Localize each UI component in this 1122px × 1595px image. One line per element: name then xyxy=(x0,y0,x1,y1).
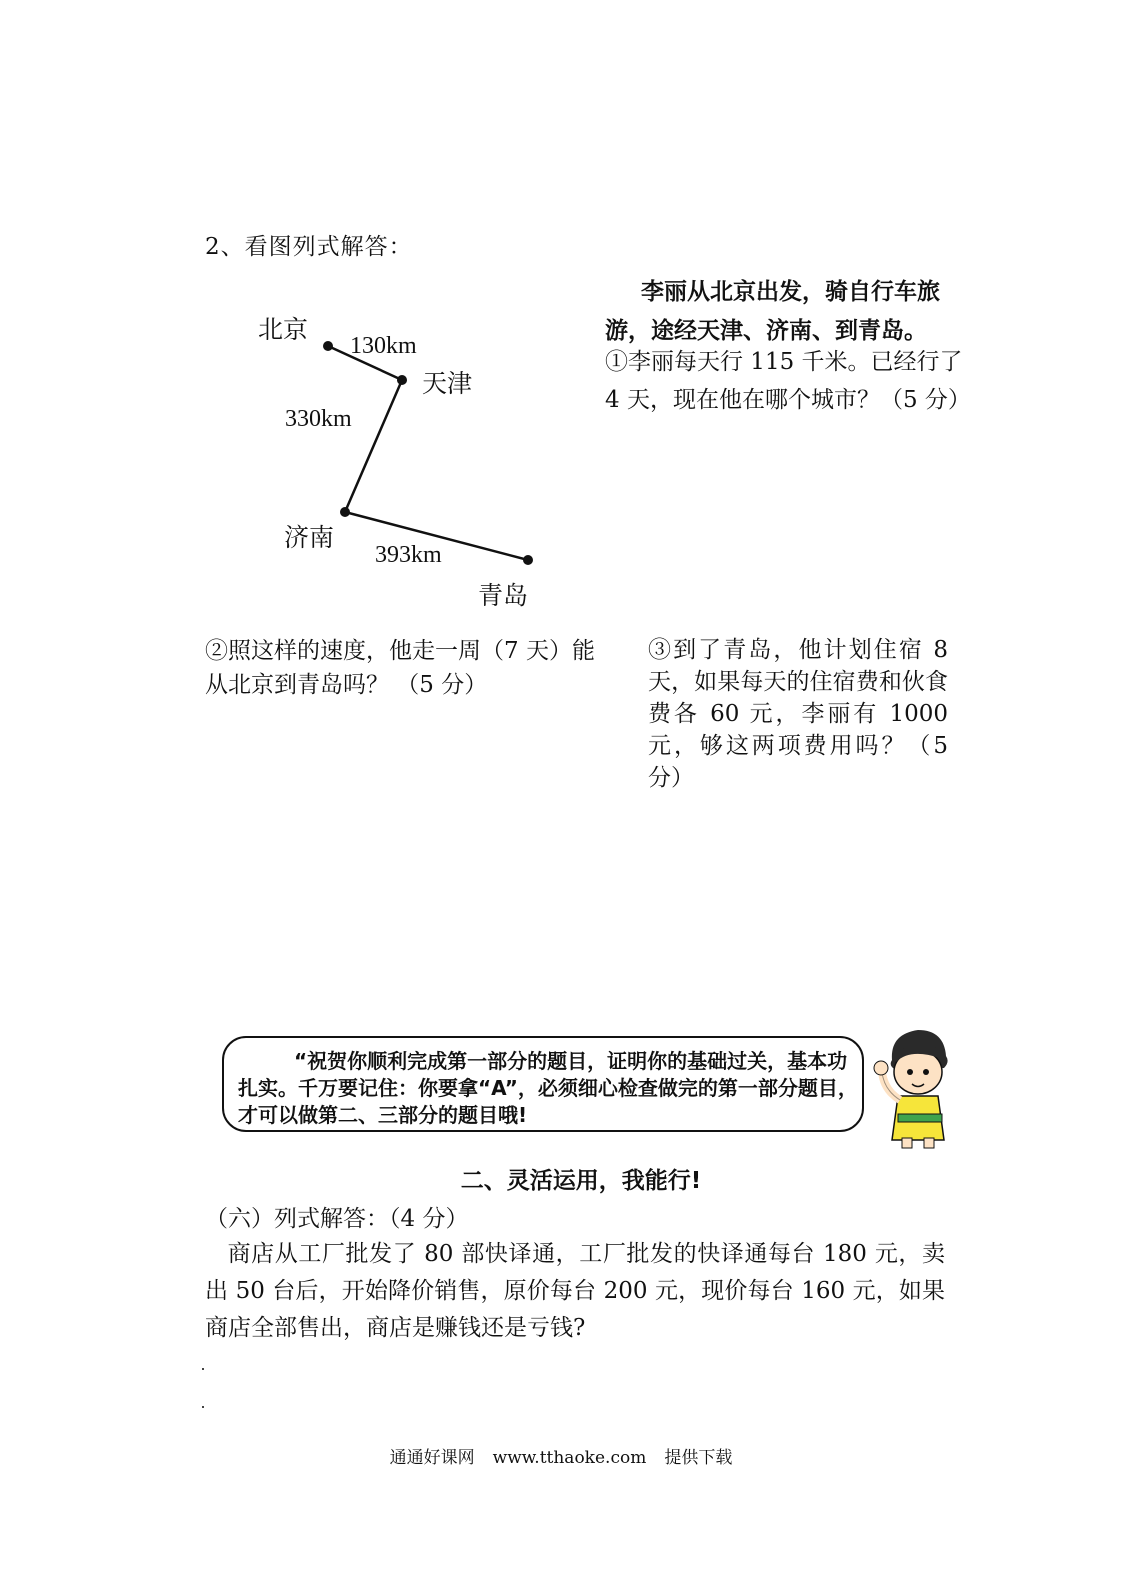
question-part-2: ②照这样的速度，他走一周（7 天）能从北京到青岛吗？ （5 分） xyxy=(205,638,595,698)
distance-jinan-qingdao: 393km xyxy=(375,542,442,568)
sub-question-heading: （六）列式解答：（4 分） xyxy=(205,1206,469,1232)
distance-beijing-tianjin: 130km xyxy=(350,333,417,359)
speech-bubble-text: “祝贺你顺利完成第一部分的题目，证明你的基础过关，基本功扎实。千万要记住：你要拿“A”，必须细心检查做完的第一部分题目，才可以做第二、三部分的题目哦! xyxy=(238,1049,858,1127)
scan-speck xyxy=(202,1368,204,1370)
tianjin-dot xyxy=(397,375,407,385)
city-qingdao: 青岛 xyxy=(478,581,529,610)
beijing-dot xyxy=(323,341,333,351)
problem-intro xyxy=(605,272,970,312)
footer-url[interactable]: www.tthaoke.com xyxy=(492,1448,647,1468)
intro-line-1: 李丽从北京出发，骑自行车旅 xyxy=(641,279,940,305)
intro-line-2: 游，途经天津、济南、到青岛。 xyxy=(605,318,927,344)
distance-tianjin-jinan: 330km xyxy=(285,406,352,432)
scan-speck xyxy=(202,1406,204,1408)
page-footer xyxy=(0,1443,1122,1468)
cartoon-boy-illustration xyxy=(870,1022,960,1150)
route-map xyxy=(250,300,560,610)
qingdao-dot xyxy=(523,555,533,565)
city-tianjin: 天津 xyxy=(422,369,473,398)
question-part-3: ③到了青岛，他计划住宿 8 天，如果每天的住宿费和伙食费各 60 元，李丽有 1000 元，够这两项费用吗？（5 分） xyxy=(648,637,948,791)
city-beijing: 北京 xyxy=(258,315,309,344)
city-jinan: 济南 xyxy=(284,523,335,552)
question-part-1: ①李丽每天行 115 千米。已经行了 4 天，现在他在哪个城市？（5 分） xyxy=(605,349,971,413)
question-heading: 2、看图列式解答： xyxy=(205,234,413,260)
footer-suffix: 提供下载 xyxy=(664,1448,733,1468)
problem-text: 商店从工厂批发了 80 部快译通，工厂批发的快译通每台 180 元，卖出 50 台后，开始降价销售，原价每台 200 元，现价每台 160 元，如果商店全部售出，商店是赚钱还是亏钱? xyxy=(205,1241,945,1341)
section-title: 二、灵活运用，我能行! xyxy=(460,1168,702,1194)
footer-site-name: 通通好课网 xyxy=(389,1448,475,1468)
jinan-dot xyxy=(340,507,350,517)
